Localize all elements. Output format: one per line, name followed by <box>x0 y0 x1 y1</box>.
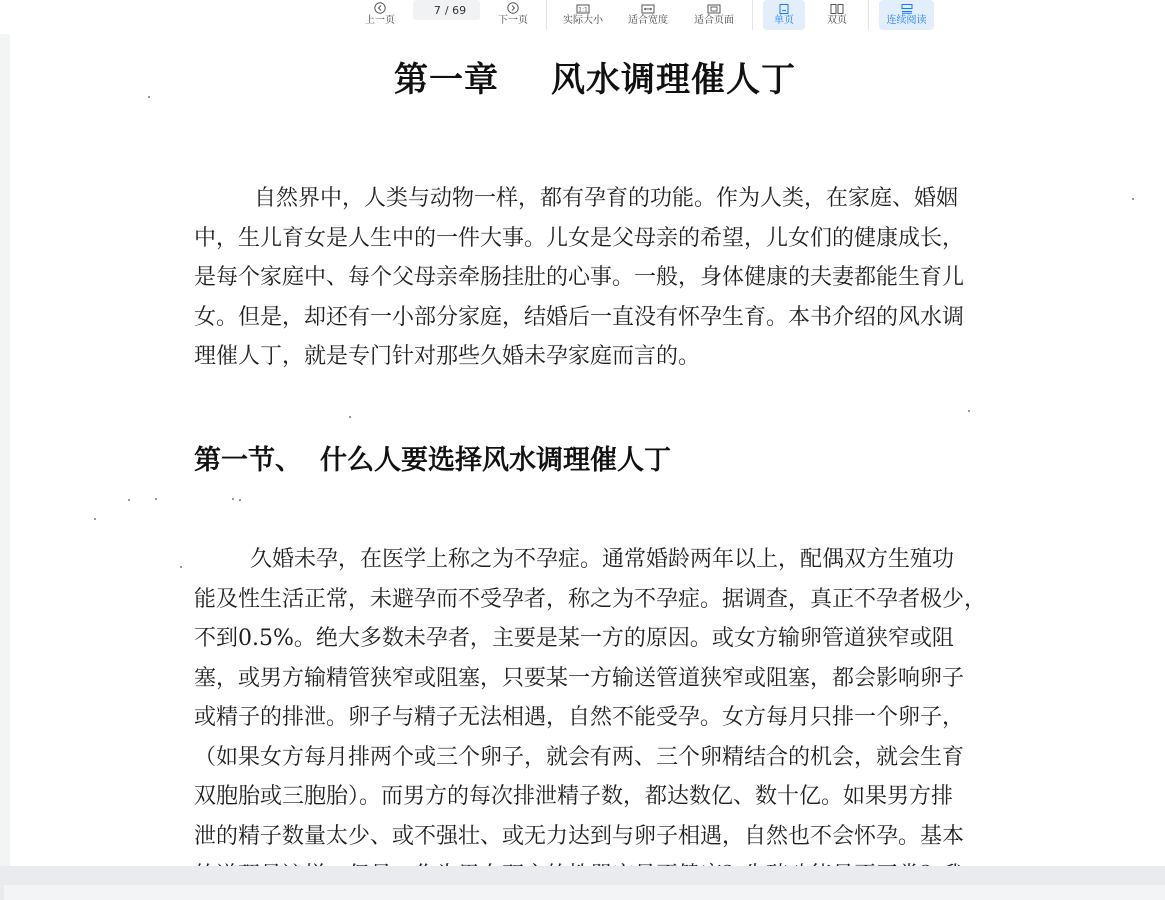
continuous-reading-button[interactable] <box>879 0 934 30</box>
paragraph-line: 塞，或男方输精管狭窄或阻塞，只要某一方输送管道狭窄或阻塞，都会影响卵子 <box>194 665 965 691</box>
double-page-button[interactable] <box>816 0 858 30</box>
toolbar-separator <box>752 0 753 30</box>
fit-page-button[interactable] <box>688 0 740 30</box>
page-number-box <box>413 0 480 20</box>
single-page-icon <box>778 0 790 14</box>
actual-size-icon <box>576 0 590 14</box>
scan-speck <box>968 410 970 412</box>
fit-width-icon <box>641 0 655 14</box>
prev-page-label: 上一页 <box>365 15 395 26</box>
fit-page-label: 适合页面 <box>694 15 734 26</box>
actual-size-label: 实际大小 <box>563 15 603 26</box>
next-page-button[interactable] <box>491 0 535 30</box>
paragraph-line: 女。但是，却还有一小部分家庭，结婚后一直没有怀孕生育。本书介绍的风水调 <box>194 304 965 330</box>
paragraph-line: 是每个家庭中、每个父母亲牵肠挂肚的心事。一般，身体健康的夫妻都能生育儿 <box>194 265 965 290</box>
scan-speck <box>128 499 130 501</box>
svg-text:1:1: 1:1 <box>578 6 588 14</box>
scan-speck <box>239 499 241 501</box>
chevron-right-circle-icon <box>507 0 519 14</box>
viewer-left-margin <box>0 34 10 866</box>
paragraph-line: 泄的精子数量太少、或不强壮、或无力达到与卵子相遇，自然也不会怀孕。基本 <box>194 823 965 849</box>
section-number: 第一节、 <box>194 445 302 476</box>
toolbar-separator <box>868 0 869 30</box>
viewer-toolbar <box>0 0 1165 34</box>
single-page-label: 单页 <box>774 15 794 26</box>
page-number-input[interactable] <box>427 4 441 17</box>
scan-speck <box>1132 198 1134 200</box>
fit-width-label: 适合宽度 <box>628 15 668 26</box>
scan-speck <box>349 416 351 418</box>
next-page-label: 下一页 <box>498 15 528 26</box>
actual-size-button[interactable] <box>557 0 609 30</box>
paragraph-line: 自然界中，人类与动物一样，都有孕育的功能。作为人类，在家庭、婚姻 <box>254 186 959 211</box>
toolbar-separator <box>546 0 547 30</box>
horizontal-scrollbar[interactable] <box>4 885 1165 900</box>
scan-speck <box>94 518 96 520</box>
page-total: / 69 <box>444 3 467 17</box>
fit-width-button[interactable] <box>622 0 674 30</box>
paragraph-line: 能及性生活正常，未避孕而不受孕者，称之为不孕症。据调查，真正不孕者极少， <box>194 586 987 612</box>
scan-speck <box>148 96 150 98</box>
chevron-left-circle-icon <box>374 0 386 14</box>
section-title <box>194 438 671 477</box>
paragraph-line: 双胞胎或三胞胎）。而男方的每次排泄精子数，都达数亿、数十亿。如果男方排 <box>194 784 954 809</box>
document-viewer[interactable] <box>0 34 1165 866</box>
document-page <box>10 34 1165 866</box>
continuous-reading-label: 连续阅读 <box>886 15 927 26</box>
chapter-name: 风水调理催人丁 <box>551 60 796 100</box>
double-page-icon <box>830 0 844 14</box>
paragraph-line: 中，生儿育女是人生中的一件大事。儿女是父母亲的希望，儿女们的健康成长， <box>194 225 965 251</box>
paragraph-infertility <box>194 540 1002 896</box>
chapter-title <box>394 52 796 101</box>
single-page-button[interactable] <box>763 0 805 30</box>
prev-page-button[interactable] <box>358 0 402 30</box>
chapter-number: 第一章 <box>394 60 499 100</box>
paragraph-line: 久婚未孕，在医学上称之为不孕症。通常婚龄两年以上，配偶双方生殖功 <box>250 547 955 572</box>
fit-page-icon <box>707 0 721 14</box>
continuous-reading-icon <box>900 0 914 14</box>
scan-speck <box>155 498 157 500</box>
double-page-label: 双页 <box>827 15 847 26</box>
scan-speck <box>232 498 234 500</box>
paragraph-line: （如果女方每月排两个或三个卵子，就会有两、三个卵精结合的机会，就会生育 <box>194 744 965 770</box>
paragraph-intro <box>194 179 1002 377</box>
scan-speck <box>180 566 182 568</box>
paragraph-line: 不到0.5%。绝大多数未孕者，主要是某一方的原因。或女方输卵管道狭窄或阻 <box>194 626 954 651</box>
paragraph-line: 或精子的排泄。卵子与精子无法相遇，自然不能受孕。女方每月只排一个卵子， <box>194 705 965 730</box>
section-name: 什么人要选择风水调理催人丁 <box>320 445 671 476</box>
paragraph-line: 理催人丁，就是专门针对那些久婚未孕家庭而言的。 <box>194 344 701 369</box>
